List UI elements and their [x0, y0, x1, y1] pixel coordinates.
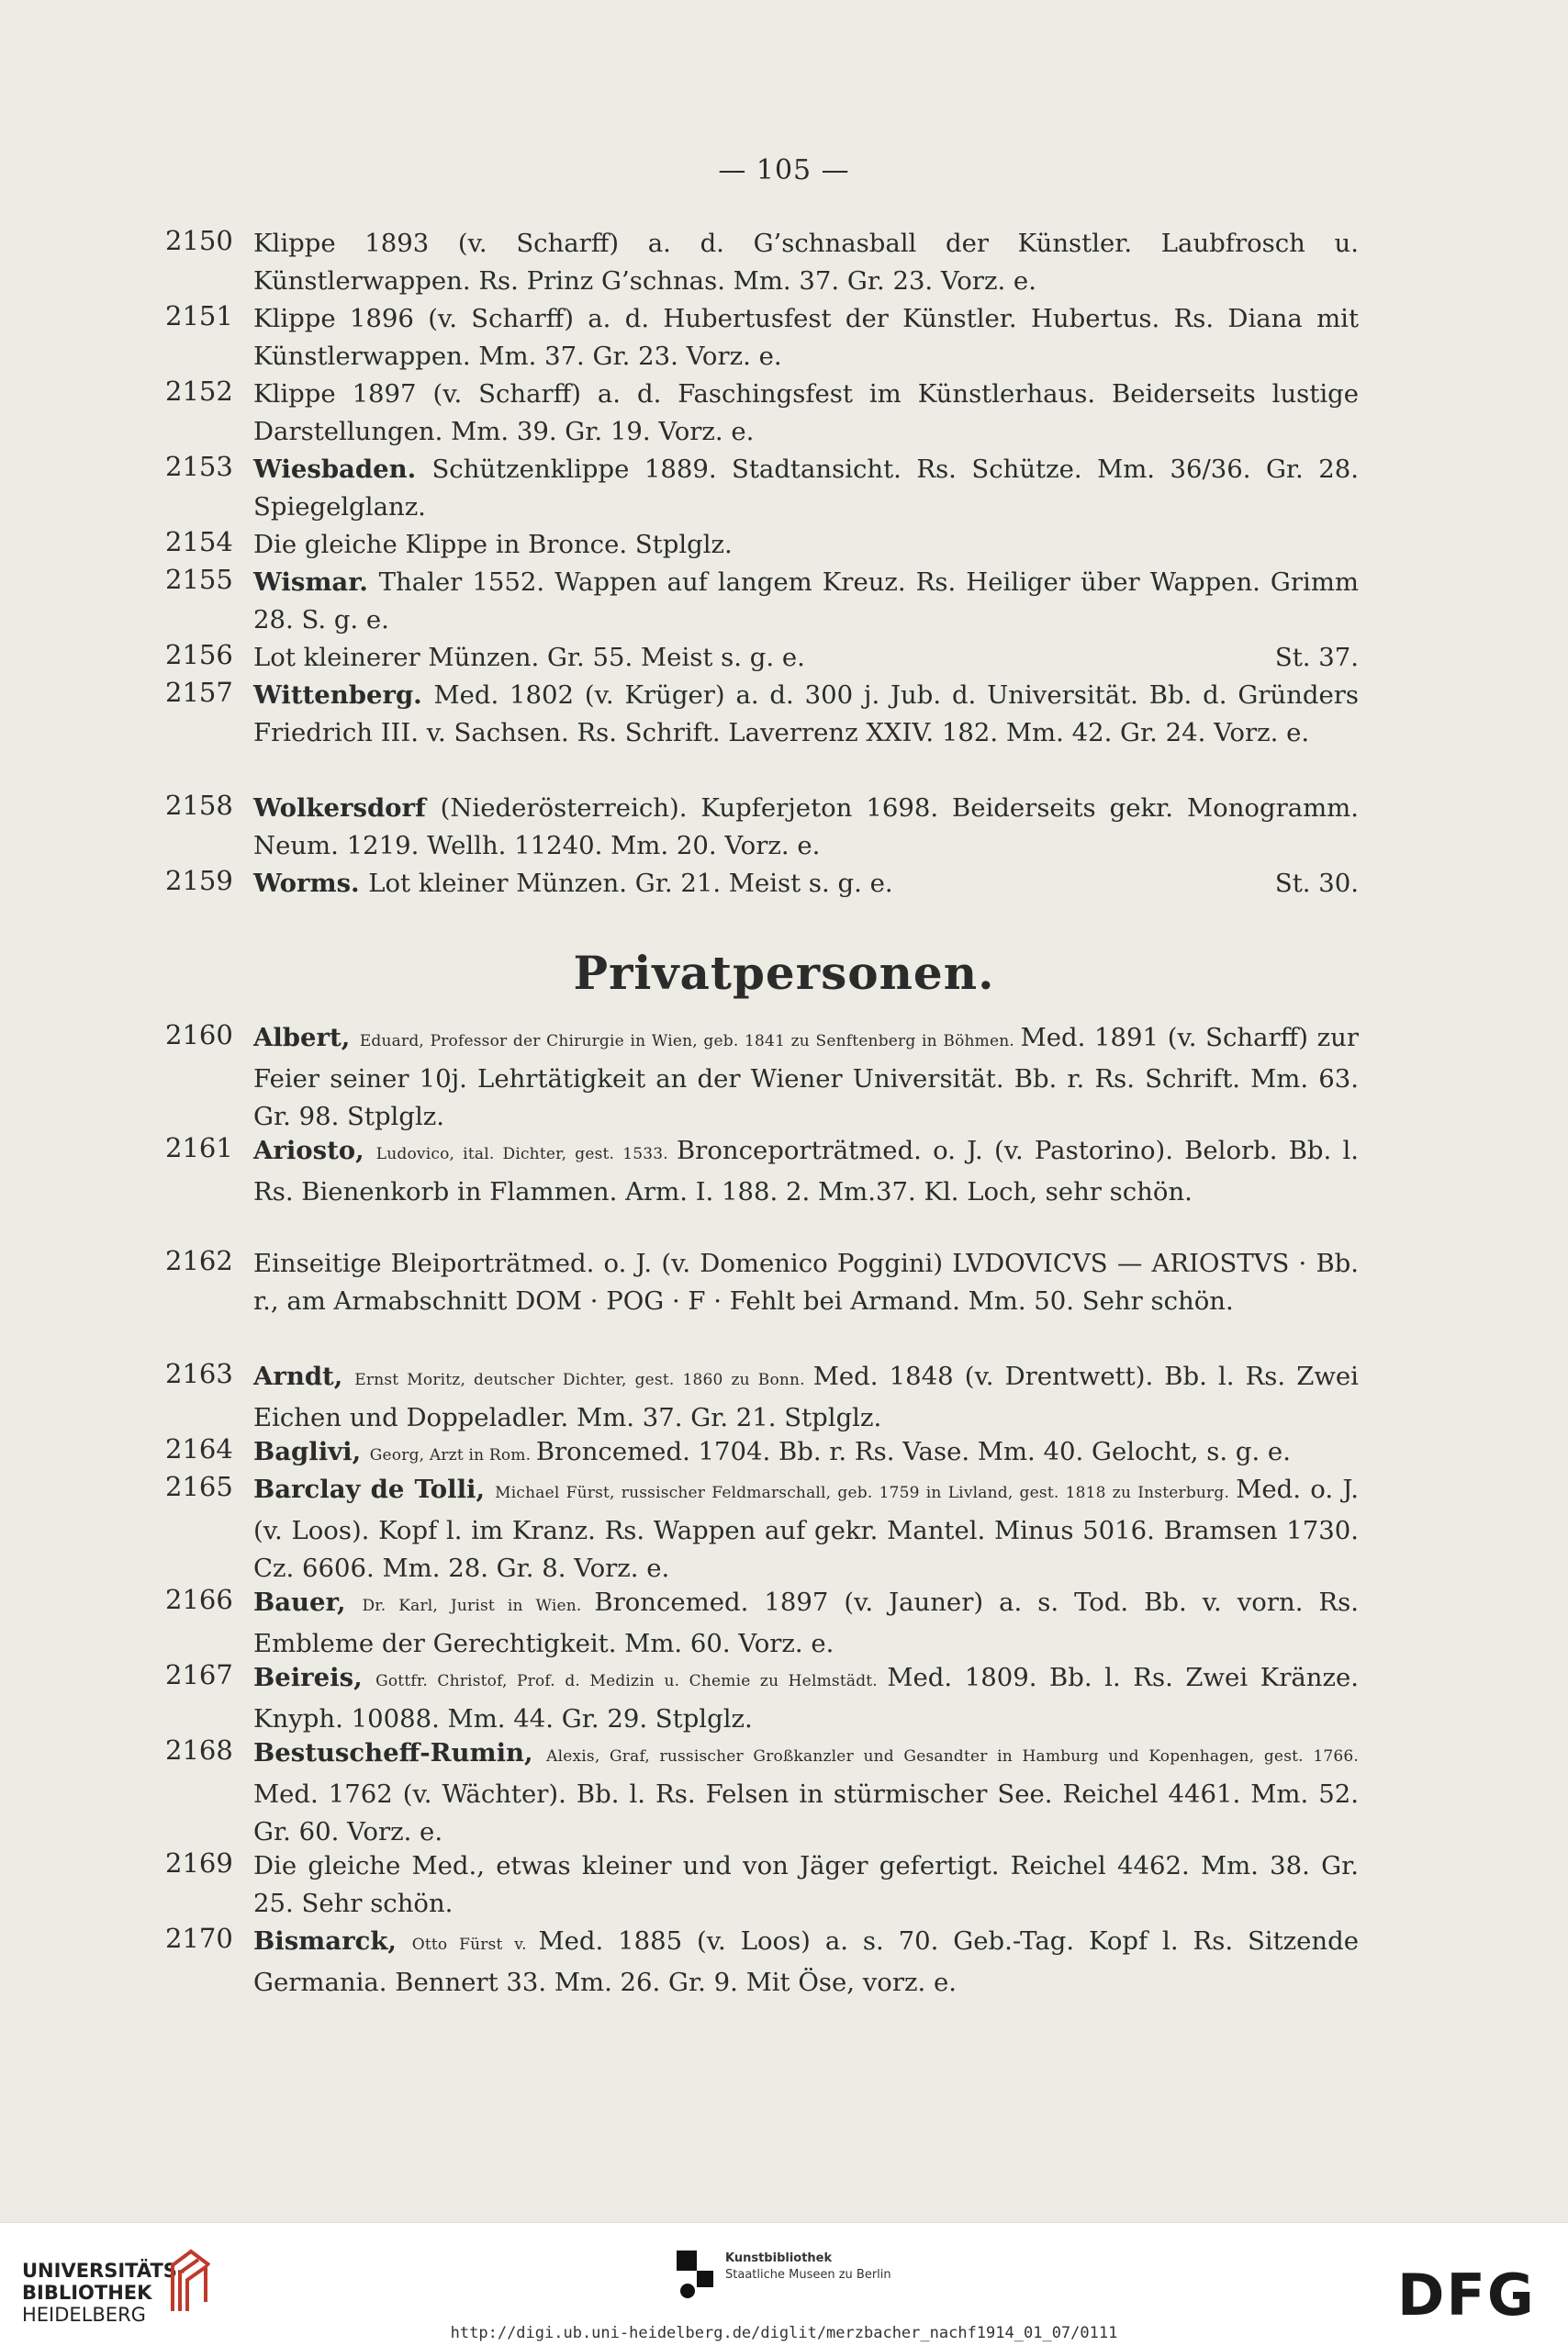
entry-name: Bestuscheff-Rumin, — [253, 1738, 547, 1768]
entry-text — [253, 790, 1359, 865]
kb-line-1: Kunstbibliothek — [725, 2251, 833, 2265]
entry-text — [253, 376, 1359, 451]
library-line-1: UNIVERSITÄTS- — [22, 2260, 185, 2282]
entry-description: Med. 1885 (v. Loos) a. s. 70. Geb.-Tag. Kopf l. Rs. Sitzende Germania. Bennert 33. Mm. 26. Gr. 9. Mit Öse, vorz. e. — [253, 1926, 1360, 1997]
entry-name: Bauer, — [253, 1588, 363, 1617]
entry-text — [253, 1132, 1359, 1211]
entry-number: 2155 — [165, 564, 233, 595]
catalog-entry — [165, 1734, 1359, 1851]
entry-number: 2156 — [165, 639, 233, 670]
catalog-entry — [165, 526, 1359, 564]
entry-person-description: Alexis, Graf, russischer Großkanzler und Gesandter in Hamburg und Kopenhagen, gest. 1766. — [546, 1747, 1359, 1766]
catalog-entry — [165, 451, 1359, 526]
entry-number: 2152 — [165, 376, 233, 407]
entry-text — [253, 526, 1359, 564]
entry-number: 2150 — [165, 225, 233, 256]
entry-person-description: Otto Fürst v. — [411, 1936, 539, 1954]
entry-name: Barclay de Tolli, — [253, 1475, 496, 1504]
heidelberg-logo-icon — [163, 2247, 218, 2320]
entry-price: St. 37. — [1274, 643, 1359, 672]
entry-person-description: Georg, Arzt in Rom. — [369, 1446, 536, 1465]
entry-text — [253, 1659, 1359, 1738]
entry-person-description: Ernst Moritz, deutscher Dichter, gest. 1860 zu Bonn. — [354, 1371, 813, 1389]
section-heading: Privatpersonen. — [573, 946, 995, 1000]
catalog-entry — [165, 639, 1359, 677]
entry-text — [253, 639, 1359, 677]
entry-text — [253, 1358, 1359, 1437]
entry-description: Lot kleinerer Münzen. Gr. 55. Meist s. g. e. — [253, 643, 805, 672]
entry-description: Med. 1848 (v. Drentwett). Bb. l. Rs. Zwei Eichen und Doppeladler. Mm. 37. Gr. 21. Stplglz. — [253, 1362, 1359, 1432]
catalog-entry — [165, 376, 1359, 451]
entry-number: 2165 — [165, 1471, 233, 1502]
entry-text — [253, 677, 1359, 752]
heidelberg-library-label — [22, 2260, 185, 2326]
library-line-2: BIBLIOTHEK — [22, 2282, 152, 2304]
entry-number: 2166 — [165, 1584, 233, 1615]
entry-number: 2168 — [165, 1734, 233, 1766]
kb-line-2: Staatliche Museen zu Berlin — [725, 2268, 891, 2282]
source-url[interactable]: http://digi.ub.uni-heidelberg.de/diglit/merzbacher_nachf1914_01_07/0111 — [450, 2324, 1118, 2342]
entry-number: 2157 — [165, 677, 233, 708]
entry-person-description: Eduard, Professor der Chirurgie in Wien, geb. 1841 zu Senftenberg in Böhmen. — [359, 1032, 1021, 1050]
entry-number: 2170 — [165, 1923, 233, 1954]
entry-description: Med. 1762 (v. Wächter). Bb. l. Rs. Felsen in stürmischer See. Reichel 4461. Mm. 52. Gr. 60. Vorz. e. — [253, 1779, 1359, 1846]
entry-description: Die gleiche Med., etwas kleiner und von Jäger gefertigt. Reichel 4462. Mm. 38. Gr. 25. Sehr schön. — [253, 1851, 1359, 1918]
catalog-entry — [165, 1923, 1359, 2002]
entry-number: 2158 — [165, 790, 233, 821]
entry-description: Schützenklippe 1889. Stadtansicht. Rs. Schütze. Mm. 36/36. Gr. 28. Spiegelglanz. — [253, 455, 1359, 522]
entry-number: 2161 — [165, 1132, 233, 1163]
entry-name: Wittenberg. — [253, 680, 434, 710]
library-line-3: HEIDELBERG — [22, 2304, 146, 2326]
catalog-entry — [165, 1471, 1359, 1588]
entry-description: Einseitige Bleiporträtmed. o. J. (v. Domenico Poggini) LVDOVICVS — ARIOSTVS · Bb. r., am Armabschnitt DOM · POG · F · Fehlt bei Armand. Mm. 50. Sehr schön. — [253, 1249, 1359, 1316]
entry-number: 2162 — [165, 1245, 233, 1276]
entry-description: Med. o. J. (v. Loos). Kopf l. im Kranz. Rs. Wappen auf gekr. Mantel. Minus 5016. Bramsen 1730. Cz. 6606. Mm. 28. Gr. 8. Vorz. e. — [253, 1475, 1359, 1583]
entry-description: Med. 1891 (v. Scharff) zur Feier seiner 10j. Lehrtätigkeit an der Wiener Universität. Bb. r. Rs. Schrift. Mm. 63. Gr. 98. Stplglz. — [253, 1023, 1359, 1131]
kunstbibliothek-logo-icon — [675, 2249, 717, 2304]
entry-number: 2163 — [165, 1358, 233, 1389]
entry-text — [253, 451, 1359, 526]
page-number: — 105 — — [718, 154, 850, 186]
entry-text — [253, 1584, 1359, 1663]
entry-description: Med. 1802 (v. Krüger) a. d. 300 j. Jub. d. Universität. Bb. d. Gründers Friedrich III. v. Sachsen. Rs. Schrift. Laverrenz XXIV. 182. Mm. 42. Gr. 24. Vorz. e. — [253, 680, 1359, 747]
entry-person-description: Michael Fürst, russischer Feldmarschall, geb. 1759 in Livland, gest. 1818 zu Insterburg. — [495, 1484, 1237, 1502]
entry-description: Klippe 1893 (v. Scharff) a. d. G’schnasball der Künstler. Laubfrosch u. Künstlerwappen. Rs. Prinz G’schnas. Mm. 37. Gr. 23. Vorz. e. — [253, 229, 1359, 296]
entry-description: Lot kleiner Münzen. Gr. 21. Meist s. g. e. — [368, 869, 893, 898]
entry-number: 2169 — [165, 1847, 233, 1879]
catalog-entry — [165, 1433, 1359, 1475]
entry-text — [253, 1433, 1359, 1475]
entry-name: Wolkersdorf — [253, 793, 441, 823]
entry-person-description: Gottfr. Christof, Prof. d. Medizin u. Chemie zu Helmstädt. — [375, 1672, 888, 1690]
entry-text — [253, 1471, 1359, 1588]
entry-text — [253, 564, 1359, 639]
catalog-entry — [165, 564, 1359, 639]
catalog-entry — [165, 790, 1359, 865]
entry-name: Bismarck, — [253, 1926, 412, 1956]
entry-number: 2164 — [165, 1433, 233, 1465]
entry-description: Med. 1809. Bb. l. Rs. Zwei Kränze. Knyph. 10088. Mm. 44. Gr. 29. Stplglz. — [253, 1663, 1360, 1734]
entry-text — [253, 1245, 1359, 1320]
kunstbibliothek-label — [725, 2251, 891, 2284]
entry-number: 2151 — [165, 300, 233, 331]
entry-text — [253, 865, 1359, 903]
catalog-entry — [165, 1019, 1359, 1136]
entry-number: 2160 — [165, 1019, 233, 1050]
catalog-entry — [165, 677, 1359, 752]
catalog-entry — [165, 865, 1359, 903]
entry-number: 2154 — [165, 526, 233, 557]
catalog-entry — [165, 1358, 1359, 1437]
entry-person-description: Dr. Karl, Jurist in Wien. — [362, 1597, 595, 1615]
entry-price: St. 30. — [1274, 869, 1359, 898]
entry-description: Klippe 1896 (v. Scharff) a. d. Hubertusfest der Künstler. Hubertus. Rs. Diana mit Künstlerwappen. Mm. 37. Gr. 23. Vorz. e. — [253, 304, 1359, 371]
entry-description: Bronceporträtmed. o. J. (v. Pastorino). Belorb. Bb. l. Rs. Bienenkorb in Flammen. Arm. I. 188. 2. Mm.37. Kl. Loch, sehr schön. — [253, 1136, 1359, 1207]
entry-text — [253, 225, 1359, 300]
entry-text — [253, 1734, 1359, 1851]
catalog-entry — [165, 225, 1359, 300]
entry-text — [253, 1923, 1359, 2002]
entry-name: Wiesbaden. — [253, 455, 432, 484]
entry-text — [253, 300, 1359, 376]
entry-person-description: Ludovico, ital. Dichter, gest. 1533. — [375, 1145, 677, 1163]
entry-number: 2167 — [165, 1659, 233, 1690]
entry-description: Die gleiche Klippe in Bronce. Stplglz. — [253, 530, 733, 559]
entry-name: Wismar. — [253, 567, 379, 597]
entry-name: Arndt, — [253, 1362, 355, 1391]
footer-bar — [0, 2222, 1568, 2346]
entry-description: Broncemed. 1704. Bb. r. Rs. Vase. Mm. 40. Gelocht, s. g. e. — [535, 1437, 1291, 1466]
entry-name: Albert, — [253, 1023, 360, 1052]
dfg-logo: DFG — [1397, 2262, 1536, 2329]
catalog-entry — [165, 1584, 1359, 1663]
entry-name: Ariosto, — [253, 1136, 376, 1165]
entry-number: 2153 — [165, 451, 233, 482]
entry-description: Thaler 1552. Wappen auf langem Kreuz. Rs. Heiliger über Wappen. Grimm 28. S. g. e. — [253, 567, 1359, 634]
entry-description: Broncemed. 1897 (v. Jauner) a. s. Tod. Bb. v. vorn. Rs. Embleme der Gerechtigkeit. Mm. 60. Vorz. e. — [253, 1588, 1359, 1658]
catalog-entry — [165, 1659, 1359, 1738]
entry-name: Worms. — [253, 869, 369, 898]
entry-description: Klippe 1897 (v. Scharff) a. d. Faschingsfest im Künstlerhaus. Beiderseits lustige Darstellungen. Mm. 39. Gr. 19. Vorz. e. — [253, 379, 1359, 446]
entry-name: Baglivi, — [253, 1437, 370, 1466]
catalog-entry — [165, 1245, 1359, 1320]
entry-description: (Niederösterreich). Kupferjeton 1698. Beiderseits gekr. Monogramm. Neum. 1219. Wellh. 11240. Mm. 20. Vorz. e. — [253, 793, 1360, 860]
entry-text — [253, 1847, 1359, 1923]
entry-number: 2159 — [165, 865, 233, 896]
catalog-entry — [165, 300, 1359, 376]
catalog-entry — [165, 1847, 1359, 1923]
catalog-entry — [165, 1132, 1359, 1211]
entry-name: Beireis, — [253, 1663, 376, 1692]
entry-text — [253, 1019, 1359, 1136]
